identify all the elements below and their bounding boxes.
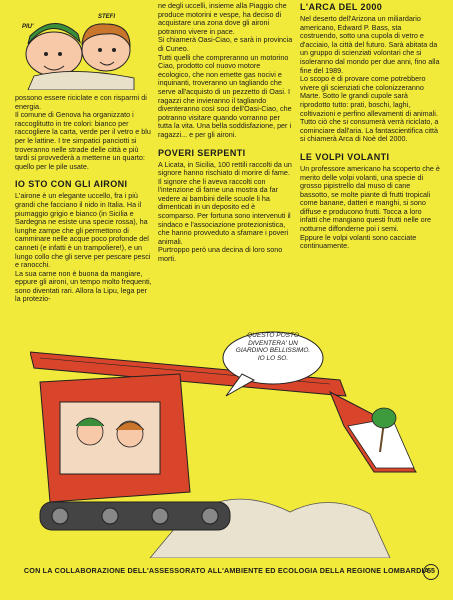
col1-paragraph: La sua carne non è buona da mangiare, eppure gli aironi, un tempo molto frequenti, sono diventati rari. Allora la Lipu, lega per la protezio- [15,268,152,304]
col2-paragraph: Si chiamerà Oasi-Ciao, e sarà in provincia di Cuneo. [158,35,293,53]
col1-paragraph: Il comune di Genova ha organizzato i raccoglitutto in tre colori: bianco per raccogliere la carta, verde per il vetro e blu per le lattine. I tre simpatici panciotti si troveranno nelle strade delle città e più tardi si provvederà a metterne un quarto: quello per le pile usate. [15,110,151,171]
col2-paragraph: A Licata, in Sicilia, 100 rettili raccolti da un signore hanno rischiato di morire di fame. Il signore che li aveva raccolti con l'intenzione di farne una mostra da far vedere ai bambini delle scuole li ha dimenticati in un deposito ed è scomparso. Per fortuna sono intervenuti il sindaco e l'associazione protezionistica, che hanno provveduto a sfamare i poveri animali. [158,159,292,246]
col3-paragraph: Lo scopo è di provare come potrebbero vivere gli scienziati che colonizzeranno Marte. Sotto le grandi cupole sarà riprodotto tutto: prati, boschi, laghi, coltivazioni e perfino allevamenti di animali. [300,74,438,118]
page-footer: CON LA COLLABORAZIONE DELL'ASSESSORATO ALL'AMBIENTE ED ECOLOGIA DELLA REGIONE LOMBARDIA [23,566,430,575]
col2-paragraph: ne degli uccelli, insieme alla Piaggio che produce motorini e vespe, ha deciso di acquistare una zona dove gli aironi potranno vivere in pace. [158,1,287,36]
kids-illustration [14,4,149,90]
kid-label-right: STEFI [98,14,116,20]
col1-paragraph: possono essere riciclate e con risparmi di energia. [15,93,147,111]
heading-aironi: IO STO CON GLI AIRONI [15,179,128,190]
col3-paragraph: Tutto ciò che si consumerà verrà riciclato, a cominciare dall'aria. La fantascientifica città si chiamerà Arca di Noè del 2000. [300,117,439,144]
heading-volpi: LE VOLPI VOLANTI [300,151,390,162]
kid-label-left: PIU' [22,24,34,30]
column-1 [15,94,152,304]
col1-paragraph: L'airone è un elegante uccello, fra i più grandi che facciano il nido in Italia. Ha il piumaggio grigio e bianco (in Sicilia e Sardegna ne esiste una specie rossa), ha lunghe zampe che gli permettono di camminare nelle acque poco profonde del canneti (e infatti è un trampoliere!), e un lungo collo che gli serve per pescare pesci e ranocchi. [15,191,151,270]
col3-paragraph: Un professore americano ha scoperto che è merito delle volpi volanti, una specie di grosso pipistrello dal muso di cane bassotto, se molte piante di frutti tropicali come banane, datteri e manghi, si sono diffuse e producono frutti. Tocca a loro infatti che mangiano questi frutti nelle ore notturne diffonderne poi i semi. [300,163,440,234]
heading-serpenti: POVERI SERPENTI [158,147,246,158]
col3-paragraph: Eppure le volpi volanti sono cacciate continuamente. [300,232,417,251]
col3-paragraph: Nel deserto dell'Arizona un miliardario americano, Edward P. Bass, sta costruendo, sotto una cupola di vetro e d'acciaio, la città del futuro. Sarà abitata da un gruppo di scienziati volontari che si isoleranno dal mondo per due anni, fino alla fine del 1989. [300,14,440,75]
col2-paragraph: Tutti quelli che compreranno un motorino Ciao, prodotto col nuovo motore ecologico, che non emette gas nocivi e inquinanti, troveranno un tagliando che serve all'acquisto di un pezzetto di Oasi. I ragazzi che invieranno il tagliando diventeranno così soci dell'Oasi-Ciao, che potranno visitare quando vorranno per tutta la vita. Una bella soddisfazione, per i ragazzi... e per gli aironi. [158,52,292,139]
page-number: 55 [423,564,439,580]
heading-arca: L'ARCA DEL 2000 [300,2,383,12]
column-3 [300,2,440,251]
speech-bubble-text: QUESTO POSTO DIVENTERA' UN GIARDINO BELLISSIMO. IO LO SO. [235,332,311,362]
col2-paragraph: Purtroppo però una decina di loro sono morti. [158,245,283,264]
column-2 [158,2,294,264]
